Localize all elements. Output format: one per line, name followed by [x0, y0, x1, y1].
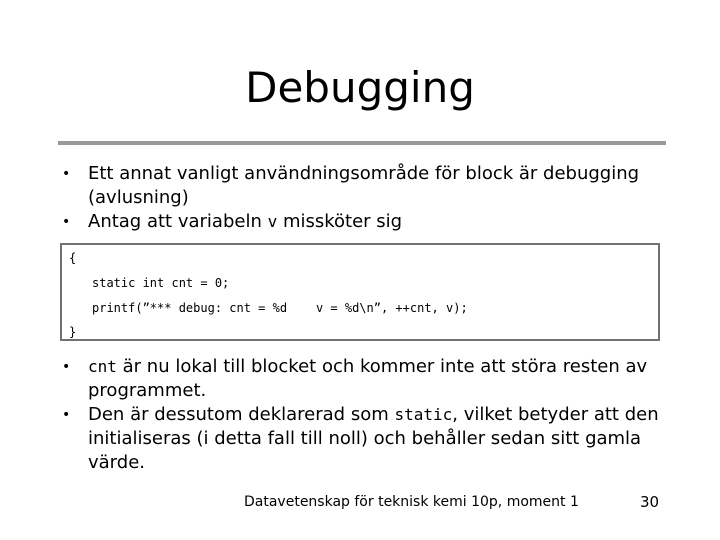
- bullet-item: [60, 403, 670, 475]
- inline-code: static: [394, 405, 453, 424]
- bullet-glyph: •: [62, 214, 71, 230]
- slide-title: Debugging: [245, 63, 475, 112]
- code-line: {: [69, 251, 77, 265]
- code-block: [60, 243, 660, 341]
- slide-footer: Datavetenskap för teknisk kemi 10p, moment 1: [244, 494, 579, 510]
- bullet-item: [60, 210, 680, 234]
- code-line: static int cnt = 0;: [92, 276, 230, 290]
- bullet-item: [60, 355, 670, 403]
- bullet-text-pre: Antag att variabeln: [88, 211, 268, 232]
- page-number: 30: [640, 493, 660, 511]
- title-divider: [58, 141, 666, 145]
- bullet-text-post: , vilket betyder att den initialiseras (i detta fall till noll) och behåller sedan sitt gamla värde.: [88, 404, 659, 473]
- bullet-glyph: •: [62, 407, 71, 423]
- bullet-text-post: missköter sig: [277, 211, 403, 232]
- bullet-item: [60, 162, 680, 210]
- inline-code: cnt: [88, 357, 117, 376]
- code-line: }: [69, 325, 77, 339]
- bullet-text: Ett annat vanligt användningsområde för block är debugging (avlusning): [88, 163, 640, 208]
- bullet-text-pre: Den är dessutom deklarerad som: [88, 404, 395, 425]
- bullet-text-post: är nu lokal till blocket och kommer inte att störa resten av programmet.: [88, 356, 648, 401]
- bullet-list-bottom: [60, 355, 670, 475]
- bullet-list-top: [60, 162, 680, 234]
- code-line: printf(”*** debug: cnt = %d v = %d\n”, ++cnt, v);: [92, 301, 468, 315]
- inline-code: v: [267, 212, 278, 231]
- bullet-glyph: •: [62, 359, 71, 375]
- bullet-glyph: •: [62, 166, 71, 182]
